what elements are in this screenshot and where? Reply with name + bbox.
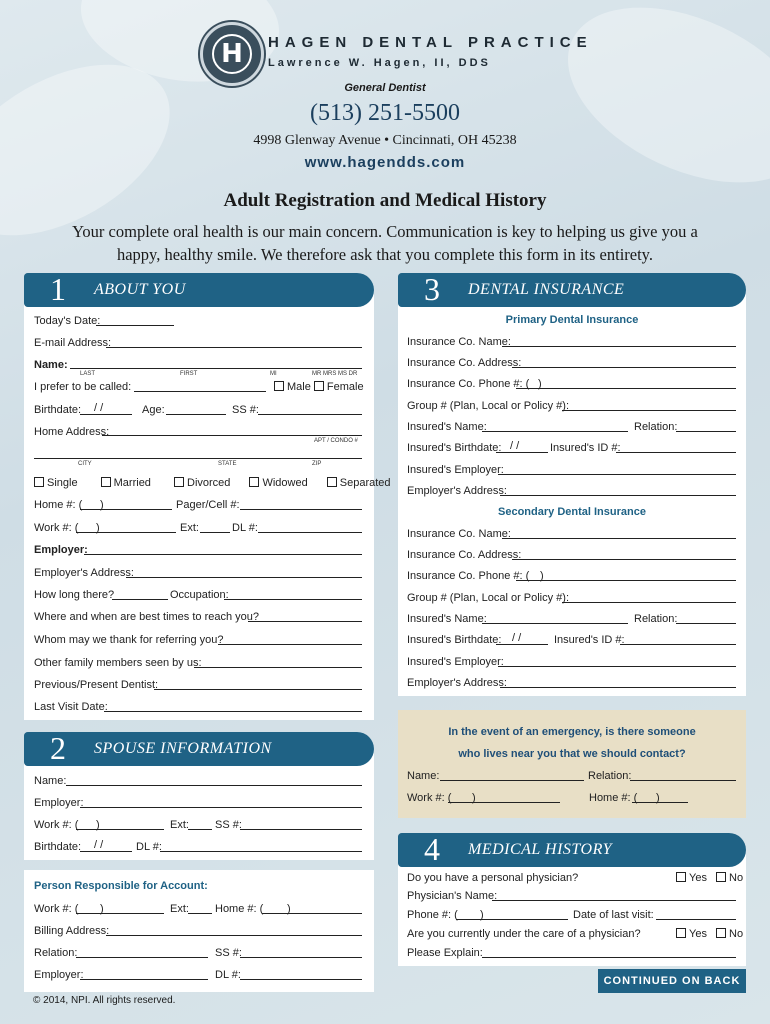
todays-date-field[interactable] <box>96 325 174 326</box>
ss-label: SS #: <box>232 404 259 416</box>
home-phone-field[interactable] <box>80 509 172 510</box>
specialty: General Dentist <box>344 82 426 94</box>
s-employer-address-field[interactable] <box>500 687 736 688</box>
s-relation-label: Relation: <box>634 613 678 625</box>
physician-phone-label: Phone #: ( <box>407 909 458 921</box>
spouse-birthdate-field[interactable] <box>80 851 132 852</box>
family-label: Other family members seen by us: <box>34 657 202 669</box>
occupation-field[interactable] <box>224 599 362 600</box>
p-ins-phone-paren: ) <box>538 378 542 390</box>
emergency-home-label: Home #: ( <box>589 792 638 804</box>
ss-field[interactable] <box>258 414 362 415</box>
age-label: Age: <box>142 404 165 416</box>
spouse-ext-field[interactable] <box>188 829 212 830</box>
s-insured-id-field[interactable] <box>620 644 736 645</box>
explain-label: Please Explain: <box>407 947 483 959</box>
resp-ss-field[interactable] <box>240 957 362 958</box>
s-insured-employer-label: Insured's Employer: <box>407 656 504 668</box>
how-long-field[interactable] <box>112 599 168 600</box>
resp-relation-field[interactable] <box>76 957 208 958</box>
p-ins-phone-field[interactable] <box>516 388 736 389</box>
spouse-ext-label: Ext: <box>170 819 189 831</box>
primary-insurance-heading: Primary Dental Insurance <box>505 314 639 326</box>
p-ins-name-label: Insurance Co. Name: <box>407 336 511 348</box>
last-visit-field[interactable] <box>104 711 362 712</box>
family-field[interactable] <box>194 667 362 668</box>
doctor-name: Lawrence W. Hagen, II, DDS <box>268 57 491 69</box>
resp-ext-field[interactable] <box>188 913 212 914</box>
emergency-home-field[interactable] <box>632 802 688 803</box>
birthdate-slashes: / / <box>94 402 104 414</box>
email-label: E-mail Address: <box>34 337 112 349</box>
resp-relation-label: Relation: <box>34 947 78 959</box>
pager-field[interactable] <box>240 509 362 510</box>
sub-titles: MR MRS MS DR <box>312 371 358 377</box>
gender-options: Male Female <box>274 381 364 393</box>
referring-field[interactable] <box>218 644 362 645</box>
spouse-work-label: Work #: ( <box>34 819 79 831</box>
spouse-dl-label: DL #: <box>136 841 162 853</box>
s-group-field[interactable] <box>562 602 736 603</box>
section-4-header: 4 MEDICAL HISTORY <box>398 833 746 867</box>
dl-field[interactable] <box>258 532 362 533</box>
sub-last: LAST <box>80 371 96 377</box>
care-question: Are you currently under the care of a physician? <box>407 928 641 940</box>
sub-first: FIRST <box>180 371 198 377</box>
s-ins-name-label: Insurance Co. Name: <box>407 528 511 540</box>
employer-address-field[interactable] <box>126 577 362 578</box>
continued-on-back: CONTINUED ON BACK <box>598 969 746 993</box>
practice-phone: (513) 251-5500 <box>310 100 460 126</box>
dl-label: DL #: <box>232 522 258 534</box>
practice-address: 4998 Glenway Avenue • Cincinnati, OH 45238 <box>253 133 517 148</box>
resp-employer-field[interactable] <box>80 979 208 980</box>
s-insured-name-label: Insured's Name: <box>407 613 487 625</box>
s-ins-address-label: Insurance Co. Address: <box>407 549 522 561</box>
birthdate-label: Birthdate: <box>34 404 82 416</box>
male-checkbox[interactable] <box>274 381 284 391</box>
emergency-home-paren: ) <box>656 792 660 804</box>
s-ins-phone-label: Insurance Co. Phone #: ( <box>407 570 530 582</box>
sub-city: CITY <box>78 461 92 467</box>
physician-name-label: Physician's Name: <box>407 890 498 902</box>
spouse-dl-field[interactable] <box>160 851 362 852</box>
spouse-work-field[interactable] <box>76 829 164 830</box>
practice-website[interactable]: www.hagendds.com <box>304 154 466 171</box>
emergency-relation-label: Relation: <box>588 770 632 782</box>
called-field[interactable] <box>134 391 266 392</box>
female-checkbox[interactable] <box>314 381 324 391</box>
s-ins-name-field[interactable] <box>502 538 736 539</box>
work-phone-label: Work #: ( <box>34 522 79 534</box>
emergency-question-1: In the event of an emergency, is there someone <box>448 726 696 738</box>
sub-apt: APT / CONDO # <box>314 438 358 444</box>
p-relation-label: Relation: <box>634 421 678 433</box>
widowed-checkbox[interactable] <box>249 477 259 487</box>
s-insured-birth-slashes: / / <box>512 632 522 644</box>
emergency-name-field[interactable] <box>440 780 584 781</box>
form-intro: Your complete oral health is our main concern. Communication is key to helping us give you a happy, healthy smile. We therefore ask that you complete this form in its entirety. <box>72 222 698 264</box>
s-ins-address-field[interactable] <box>512 559 736 560</box>
physician-name-field[interactable] <box>492 900 736 901</box>
s-employer-address-label: Employer's Address: <box>407 677 507 689</box>
p-insured-id-label: Insured's ID #: <box>550 442 621 454</box>
sub-zip: ZIP <box>312 461 322 467</box>
s-group-label: Group # (Plan, Local or Policy #): <box>407 592 570 604</box>
resp-ext-label: Ext: <box>170 903 189 915</box>
work-phone-field[interactable] <box>76 532 176 533</box>
spouse-ss-field[interactable] <box>240 829 362 830</box>
s-relation-field[interactable] <box>676 623 736 624</box>
spouse-employer-label: Employer: <box>34 797 84 809</box>
name-field[interactable] <box>70 368 362 369</box>
spouse-birthdate-label: Birthdate: <box>34 841 82 853</box>
last-visit-label: Last Visit Date: <box>34 701 108 713</box>
s-insured-name-field[interactable] <box>482 623 628 624</box>
responsible-heading: Person Responsible for Account: <box>34 880 208 892</box>
resp-billing-label: Billing Address: <box>34 925 110 937</box>
last-visit-physician-label: Date of last visit: <box>573 909 654 921</box>
emergency-name-label: Name: <box>407 770 440 782</box>
occupation-label: Occupation: <box>170 589 229 601</box>
pager-label: Pager/Cell #: <box>176 499 240 511</box>
how-long-label: How long there? <box>34 589 115 601</box>
p-insured-employer-label: Insured's Employer: <box>407 464 504 476</box>
physician-phone-field[interactable] <box>456 919 568 920</box>
previous-dentist-label: Previous/Present Dentist: <box>34 679 159 691</box>
age-field[interactable] <box>166 414 226 415</box>
todays-date-label: Today's Date: <box>34 315 101 327</box>
home-address-line-2[interactable] <box>34 458 362 459</box>
sub-mi: MI <box>270 371 277 377</box>
resp-employer-label: Employer: <box>34 969 84 981</box>
p-insured-birth-label: Insured's Birthdate: <box>407 442 502 454</box>
spouse-birthdate-slashes: / / <box>94 839 104 851</box>
home-phone-paren: ) <box>100 499 104 511</box>
physician-no-checkbox[interactable] <box>716 872 726 882</box>
sub-state: STATE <box>218 461 237 467</box>
reach-field[interactable] <box>248 621 362 622</box>
section-1-header: 1 ABOUT YOU <box>24 273 374 307</box>
p-ins-name-field[interactable] <box>502 346 736 347</box>
resp-work-paren: ) <box>100 903 104 915</box>
spouse-ss-label: SS #: <box>215 819 242 831</box>
s-ins-phone-paren: ) <box>540 570 544 582</box>
p-employer-address-label: Employer's Address: <box>407 485 507 497</box>
section-2-header: 2 SPOUSE INFORMATION <box>24 732 374 766</box>
p-ins-phone-label: Insurance Co. Phone #: ( <box>407 378 530 390</box>
referring-label: Whom may we thank for referring you? <box>34 634 224 646</box>
s-insured-employer-field[interactable] <box>498 666 736 667</box>
p-insured-birth-field[interactable] <box>496 452 548 453</box>
separated-checkbox[interactable] <box>327 477 337 487</box>
last-visit-physician-field[interactable] <box>656 919 736 920</box>
reach-label: Where and when are best times to reach you? <box>34 611 260 623</box>
employer-field[interactable] <box>84 554 362 555</box>
care-no-checkbox[interactable] <box>716 928 726 938</box>
resp-billing-field[interactable] <box>106 935 362 936</box>
secondary-insurance-heading: Secondary Dental Insurance <box>498 506 646 518</box>
marital-status: Single Married Divorced Widowed Separated <box>34 477 391 489</box>
p-group-field[interactable] <box>562 410 736 411</box>
form-title: Adult Registration and Medical History <box>223 190 547 211</box>
called-label: I prefer to be called: <box>34 381 132 393</box>
spouse-employer-field[interactable] <box>80 807 362 808</box>
s-insured-birth-field[interactable] <box>496 644 548 645</box>
care-yes-checkbox[interactable] <box>676 928 686 938</box>
resp-home-paren: ) <box>287 903 291 915</box>
p-group-label: Group # (Plan, Local or Policy #): <box>407 400 570 412</box>
divorced-checkbox[interactable] <box>174 477 184 487</box>
physician-yes-no: Yes No <box>676 872 743 884</box>
physician-yes-checkbox[interactable] <box>676 872 686 882</box>
name-label: Name: <box>34 359 68 371</box>
explain-field[interactable] <box>482 957 736 958</box>
care-yes-no: Yes No <box>676 928 743 940</box>
emergency-work-field[interactable] <box>448 802 560 803</box>
physician-question: Do you have a personal physician? <box>407 872 579 884</box>
resp-work-label: Work #: ( <box>34 903 79 915</box>
p-relation-field[interactable] <box>676 431 736 432</box>
p-insured-birth-slashes: / / <box>510 440 520 452</box>
ext-field[interactable] <box>200 532 230 533</box>
emergency-work-paren: ) <box>472 792 476 804</box>
resp-dl-label: DL #: <box>215 969 241 981</box>
p-employer-address-field[interactable] <box>500 495 736 496</box>
home-address-field[interactable] <box>102 435 362 436</box>
emergency-question-2: who lives near you that we should contact? <box>458 748 686 760</box>
spouse-work-paren: ) <box>96 819 100 831</box>
home-address-label: Home Address: <box>34 426 110 438</box>
email-field[interactable] <box>106 347 362 348</box>
previous-dentist-field[interactable] <box>154 689 362 690</box>
resp-work-field[interactable] <box>76 913 164 914</box>
spouse-name-field[interactable] <box>66 785 362 786</box>
practice-logo: H <box>200 22 264 86</box>
p-insured-employer-field[interactable] <box>498 474 736 475</box>
work-phone-paren: ) <box>96 522 100 534</box>
s-ins-phone-field[interactable] <box>516 580 736 581</box>
s-insured-birth-label: Insured's Birthdate: <box>407 634 502 646</box>
s-insured-id-label: Insured's ID #: <box>554 634 625 646</box>
emergency-work-label: Work #: ( <box>407 792 452 804</box>
birthdate-field[interactable] <box>80 414 132 415</box>
resp-dl-field[interactable] <box>240 979 362 980</box>
ext-label: Ext: <box>180 522 199 534</box>
spouse-name-label: Name: <box>34 775 67 787</box>
p-insured-name-field[interactable] <box>482 431 628 432</box>
copyright: © 2014, NPI. All rights reserved. <box>33 995 176 1006</box>
p-ins-address-field[interactable] <box>512 367 736 368</box>
p-insured-id-field[interactable] <box>616 452 736 453</box>
single-checkbox[interactable] <box>34 477 44 487</box>
p-insured-name-label: Insured's Name: <box>407 421 487 433</box>
p-ins-address-label: Insurance Co. Address: <box>407 357 522 369</box>
resp-home-field[interactable] <box>262 913 362 914</box>
resp-ss-label: SS #: <box>215 947 242 959</box>
emergency-relation-field[interactable] <box>630 780 736 781</box>
employer-address-label: Employer's Address: <box>34 567 134 579</box>
married-checkbox[interactable] <box>101 477 111 487</box>
resp-home-label: Home #: ( <box>215 903 264 915</box>
employer-label: Employer: <box>34 544 88 556</box>
physician-phone-paren: ) <box>480 909 484 921</box>
section-3-header: 3 DENTAL INSURANCE <box>398 273 746 307</box>
home-phone-label: Home #: ( <box>34 499 83 511</box>
practice-name: HAGEN DENTAL PRACTICE <box>268 34 593 51</box>
